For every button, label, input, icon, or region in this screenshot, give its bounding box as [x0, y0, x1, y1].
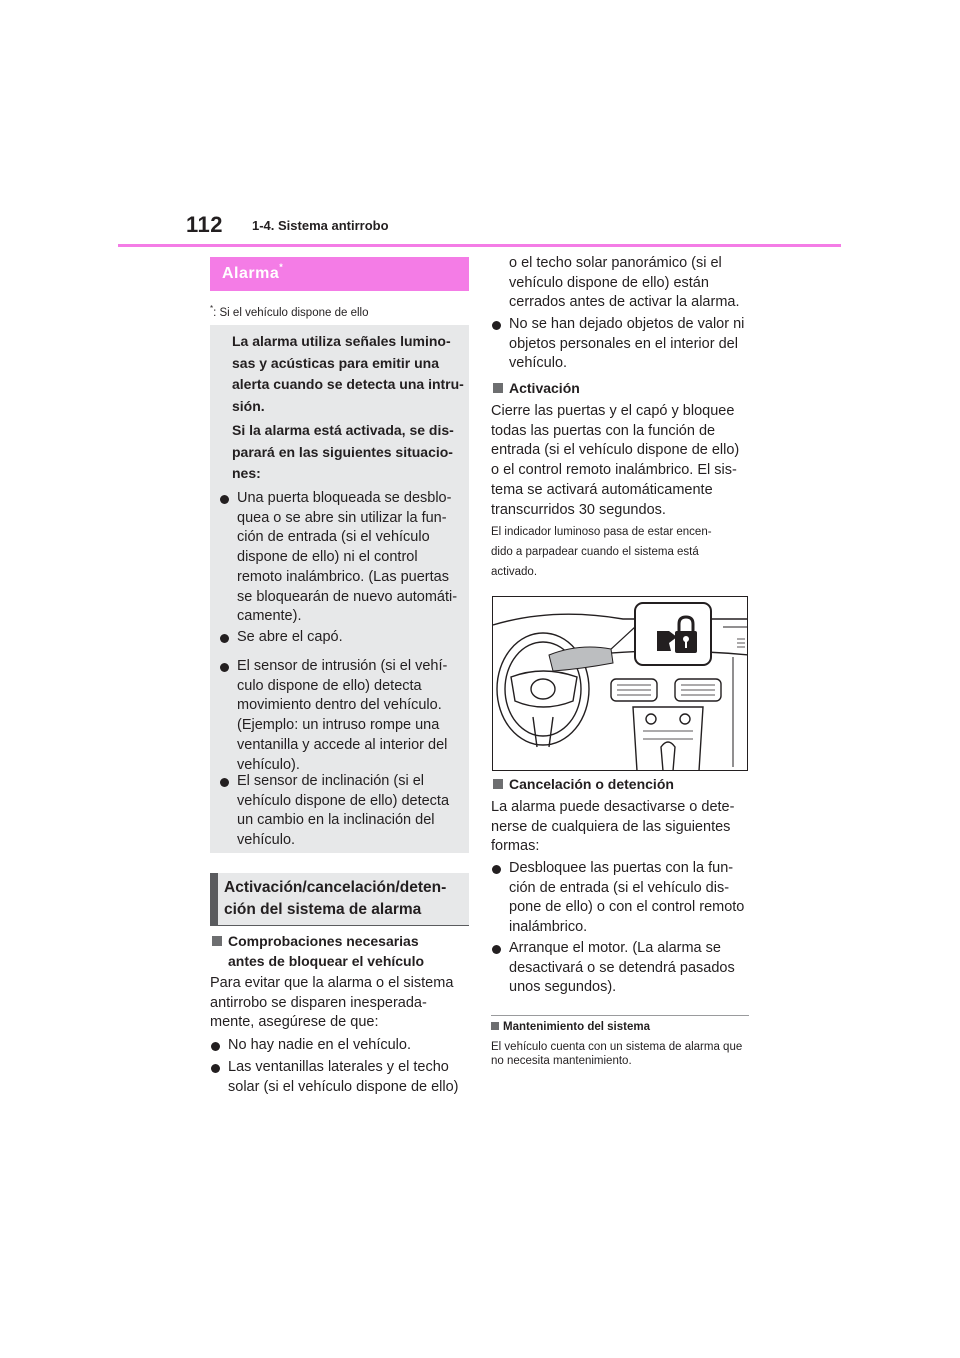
text-line: La alarma utiliza señales lumino- — [232, 333, 451, 349]
text-line: Si la alarma está activada, se dis- — [232, 422, 454, 438]
section-title: 1-4. Sistema antirrobo — [252, 218, 389, 233]
activation-section-heading — [210, 873, 469, 925]
text-line: El sensor de inclinación (si el — [237, 773, 424, 789]
maintenance-heading-text: Mantenimiento del sistema — [503, 1021, 650, 1033]
text-line: antirrobo se disparen inesperada- — [210, 994, 427, 1011]
square-bullet-icon — [493, 383, 503, 393]
bullet-dot-icon — [220, 495, 229, 504]
knob-right — [680, 714, 690, 724]
text-line: El indicador luminoso pasa de estar encen- — [491, 526, 712, 538]
cancel-text — [491, 798, 734, 857]
bullet-dot-icon — [492, 321, 501, 330]
text-line: solar (si el vehículo dispone de ello) — [228, 1078, 459, 1095]
text-line: todas las puertas con la función de — [491, 422, 716, 439]
text-line: Desbloquee las puertas con la fun- — [509, 860, 734, 876]
text-line: transcurridos 30 segundos. — [491, 501, 666, 518]
text-line: dispone de ello) ni el control — [237, 549, 418, 566]
text-line: culo dispone de ello) detecta — [237, 677, 422, 694]
text-line: (Ejemplo: un intruso rompe una — [237, 717, 440, 734]
text-line: ción de entrada (si el vehículo dis- — [509, 879, 730, 896]
text-line: parará en las siguientes situacio- — [232, 443, 453, 460]
text-line: tema se activará automáticamente — [491, 481, 713, 498]
text-line: Activación/cancelación/deten- — [224, 879, 447, 896]
padlock-keyhole-slot — [685, 640, 687, 648]
activation-heading-text — [224, 877, 446, 921]
checks-text — [210, 974, 453, 1033]
alarma-title — [222, 262, 284, 283]
text-line: vehículo dispone de ello) están — [509, 274, 709, 291]
activation-note — [491, 522, 712, 582]
text-line: Cancelación o detención — [509, 776, 674, 792]
activation-heading — [509, 379, 580, 399]
footnote-mark: * — [210, 304, 214, 313]
text-line: La alarma puede desactivarse o dete- — [491, 799, 735, 815]
text-line: No se han dejado objetos de valor ni — [509, 316, 745, 332]
continuation-text — [509, 254, 740, 313]
bullet-door-unlocked — [237, 489, 457, 627]
intro-para-2 — [232, 420, 454, 485]
text-line: dido a parpadear cuando el sistema está — [491, 546, 699, 558]
text-line: un cambio en la inclinación del — [237, 812, 435, 829]
text-line: o el techo solar panorámico (si el — [509, 255, 722, 271]
bullet-hood-open — [237, 628, 343, 648]
dashboard-drawing — [493, 597, 748, 771]
text-line: sión. — [232, 397, 265, 414]
text-line: entrada (si el vehículo dispone de ello) — [491, 442, 740, 459]
text-line: cerrados antes de activar la alarma. — [509, 294, 740, 311]
text-line: activado. — [491, 566, 538, 578]
text-line: mente, asegúrese de que: — [210, 1014, 379, 1031]
text-line: No hay nadie en el vehículo. — [228, 1037, 411, 1053]
square-bullet-icon — [212, 936, 222, 946]
text-line: Se abre el capó. — [237, 629, 343, 645]
text-line: o el control remoto inalámbrico. El sis- — [491, 462, 737, 479]
bullet-unlock-doors — [509, 859, 744, 938]
bullet-start-engine — [509, 939, 735, 998]
alarma-asterisk: * — [279, 262, 284, 272]
heading-underline — [210, 925, 469, 926]
vent-marks — [737, 639, 745, 647]
text-line: vehículo dispone de ello) detecta — [237, 792, 450, 809]
text-line: ción de entrada (si el vehículo — [237, 529, 430, 546]
gear-shifter — [661, 742, 675, 771]
text-line: alerta cuando se detecta una intru- — [232, 376, 464, 392]
text-line: quea o se abre sin utilizar la fun- — [237, 509, 447, 526]
checks-heading — [228, 932, 424, 971]
bullet-dot-icon — [220, 663, 229, 672]
bullet-nobody-inside — [228, 1036, 411, 1056]
text-line: nerse de cualquiera de las siguientes — [491, 818, 731, 835]
cancel-heading — [509, 775, 674, 795]
text-line: nes: — [232, 465, 261, 481]
bullet-tilt-sensor — [237, 772, 449, 851]
text-line: inalámbrico. — [509, 919, 588, 936]
text-line: camente). — [237, 608, 302, 625]
bullet-intrusion-sensor — [237, 657, 447, 775]
footnote-text: : Si el vehículo dispone de ello — [213, 306, 369, 319]
text-line: desactivará o se detendrá pasados — [509, 959, 735, 976]
text-line: remoto inalámbrico. (Las puertas — [237, 568, 449, 585]
text-line: Las ventanillas laterales y el techo — [228, 1059, 449, 1075]
steering-hub — [511, 671, 577, 707]
bullet-dot-icon — [211, 1042, 220, 1051]
door-panel-line — [723, 627, 748, 767]
indicator-highlight — [549, 647, 613, 671]
text-line: formas: — [491, 838, 540, 855]
maintenance-rule — [491, 1015, 749, 1016]
text-line: Una puerta bloqueada se desblo- — [237, 490, 452, 506]
square-bullet-icon — [491, 1022, 499, 1030]
text-line: antes de bloquear el vehículo — [228, 952, 425, 969]
text-line: El sensor de intrusión (si el vehí- — [237, 658, 448, 674]
bullet-dot-icon — [220, 778, 229, 787]
page-number: 112 — [186, 212, 223, 237]
square-bullet-icon — [493, 779, 503, 789]
intro-box — [210, 325, 469, 853]
maintenance-text: El vehículo cuenta con un sistema de alarma que no necesita mantenimiento. — [491, 1041, 743, 1067]
alarma-banner — [210, 257, 469, 291]
bullet-no-valuables — [509, 315, 744, 374]
text-line: unos segundos). — [509, 979, 617, 996]
text-line: movimiento dentro del vehículo. — [237, 697, 442, 714]
text-line: objetos personales en el interior del — [509, 335, 738, 352]
text-line: ventanilla y accede al interior del — [237, 736, 448, 753]
steering-center — [531, 679, 555, 699]
bullet-dot-icon — [492, 945, 501, 954]
text-line: pone de ello) o con el control remoto — [509, 899, 745, 916]
footnote — [210, 304, 368, 319]
bullet-dot-icon — [211, 1064, 220, 1073]
text-line: Activación — [509, 380, 580, 396]
text-line: vehículo). — [237, 756, 300, 773]
text-line: Para evitar que la alarma o el sistema — [210, 975, 454, 991]
bullet-dot-icon — [492, 865, 501, 874]
dashboard-illustration — [492, 596, 748, 771]
heading-bar — [210, 873, 218, 925]
text-line: ción del sistema de alarma — [224, 901, 422, 918]
text-line: Arranque el motor. (La alarma se — [509, 940, 721, 956]
bullet-dot-icon — [220, 634, 229, 643]
text-line: sas y acústicas para emitir una — [232, 354, 439, 371]
text-line: se bloquearán de nuevo automáti- — [237, 588, 458, 605]
text-line: Comprobaciones necesarias — [228, 933, 419, 949]
text-line: Cierre las puertas y el capó y bloquee — [491, 403, 735, 419]
knob-left — [646, 714, 656, 724]
intro-para-1 — [232, 331, 464, 417]
steering-spoke — [533, 717, 553, 747]
console-lines — [643, 731, 693, 739]
activation-text — [491, 402, 739, 520]
maintenance-heading — [491, 1021, 650, 1033]
text-line: vehículo. — [237, 832, 296, 849]
bullet-windows-closed — [228, 1058, 459, 1097]
alarma-title-text: Alarma — [222, 265, 280, 282]
header-rule — [118, 244, 841, 247]
vent-slats — [617, 685, 715, 695]
text-line: vehículo. — [509, 355, 568, 372]
